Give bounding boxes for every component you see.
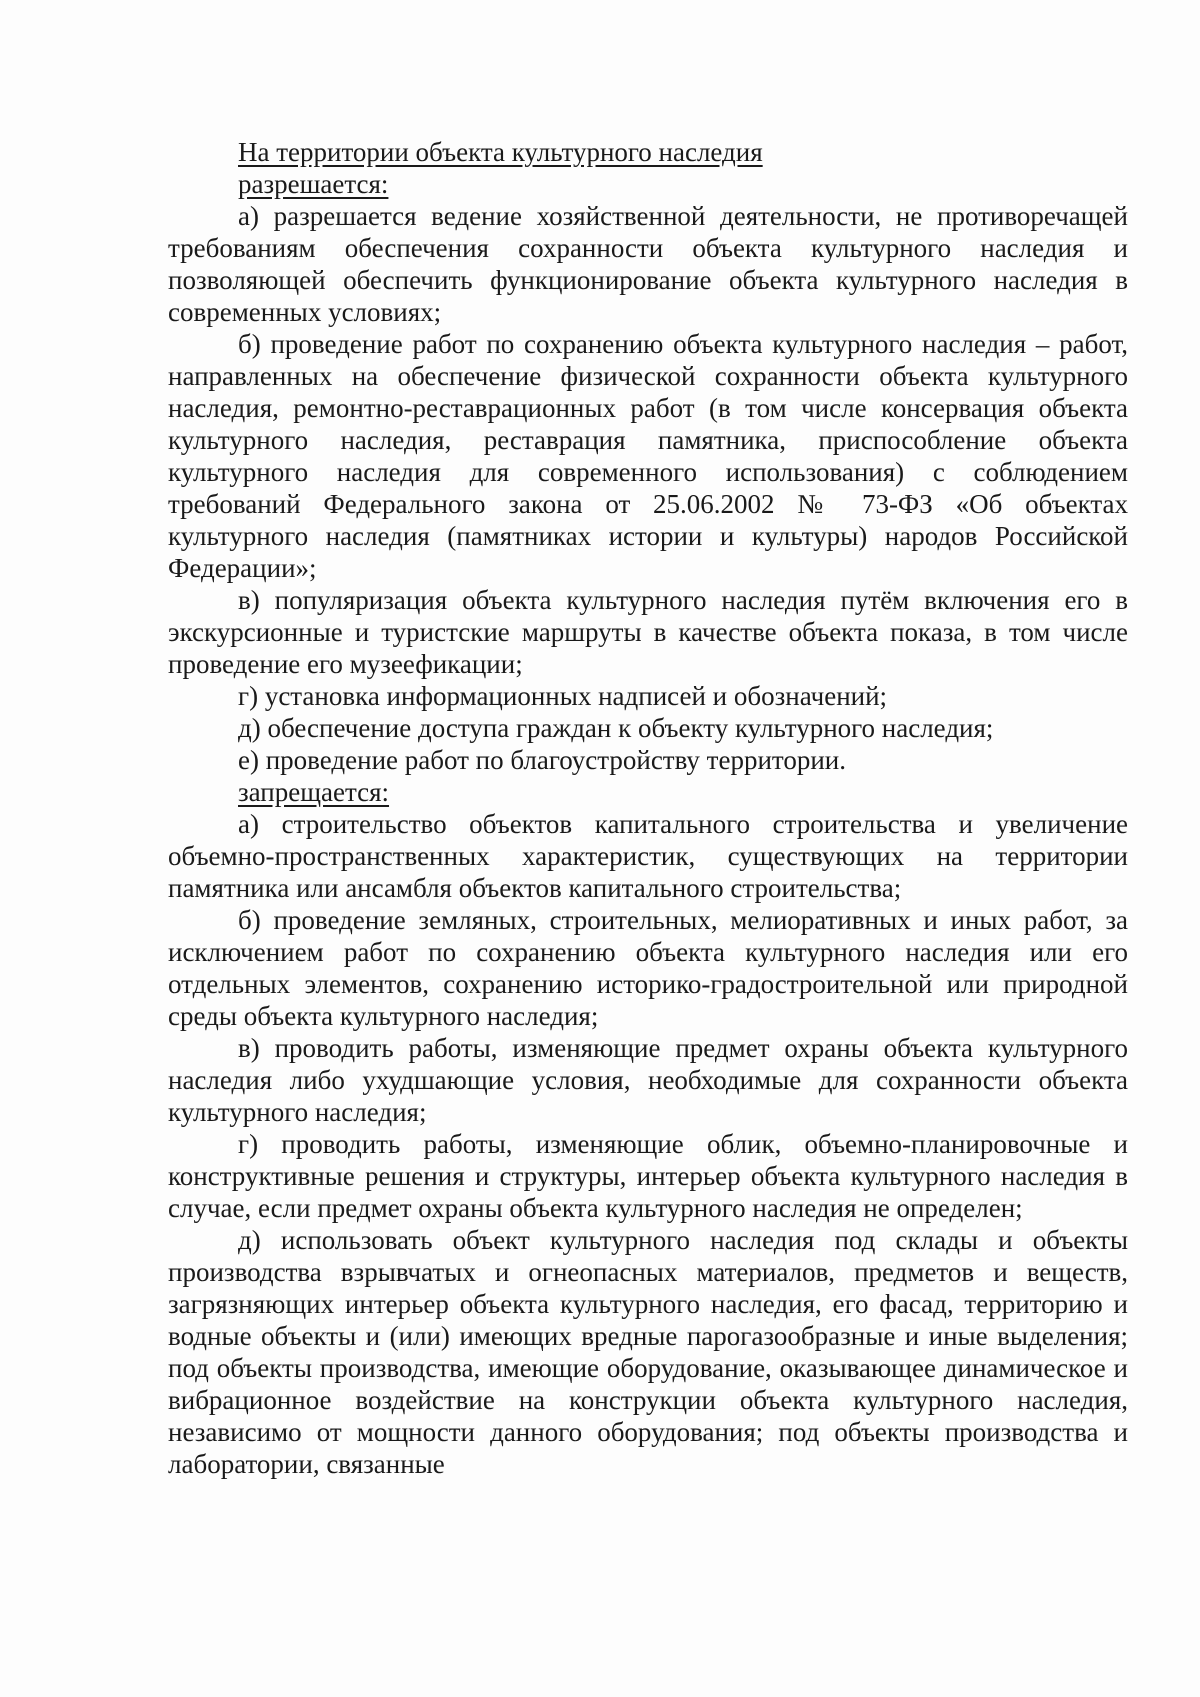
forbidden-item-v: в) проводить работы, изменяющие предмет охраны объекта культурного наследия либо ухудшающие условия, необходимые для сохранности объекта культурного наследия;: [168, 1033, 1128, 1127]
forbidden-item-g: г) проводить работы, изменяющие облик, объемно-планировочные и конструктивные решения и структуры, интерьер объекта культурного наследия в случае, если предмет охраны объекта культурного наследия не определен;: [168, 1129, 1128, 1223]
allowed-label: разрешается:: [238, 169, 389, 199]
territory-heading: На территории объекта культурного наследия: [238, 137, 763, 167]
allowed-item-e: е) проведение работ по благоустройству территории.: [238, 745, 847, 775]
document-body: [168, 136, 1128, 1480]
allowed-item-d: д) обеспечение доступа граждан к объекту культурного наследия;: [238, 713, 994, 743]
allowed-item-g: г) установка информационных надписей и обозначений;: [238, 681, 888, 711]
allowed-item-a: а) разрешается ведение хозяйственной деятельности, не противоречащей требованиям обеспечения сохранности объекта культурного наследия и позволяющей обеспечить функционирование объекта культурного наследия в современных условиях;: [168, 201, 1128, 327]
forbidden-label: запрещается:: [238, 777, 390, 807]
forbidden-item-a: а) строительство объектов капитального строительства и увеличение объемно-пространственных характеристик, существующих на территории памятника или ансамбля объектов капитального строительства;: [168, 809, 1128, 903]
forbidden-item-b: б) проведение земляных, строительных, мелиоративных и иных работ, за исключением работ по сохранению объекта культурного наследия или его отдельных элементов, сохранению историко-градостроительной или природной среды объекта культурного наследия;: [168, 905, 1128, 1031]
allowed-item-b: б) проведение работ по сохранению объекта культурного наследия – работ, направленных на обеспечение физической сохранности объекта культурного наследия, ремонтно-реставрационных работ (в том числе консервация объекта культурного наследия, реставрация памятника, приспособление объекта культурного наследия для современного использования) с соблюдением требований Федерального закона от 25.06.2002 № 73-ФЗ «Об объектах культурного наследия (памятниках истории и культуры) народов Российской Федерации»;: [168, 329, 1128, 583]
forbidden-item-d: д) использовать объект культурного наследия под склады и объекты производства взрывчатых и огнеопасных материалов, предметов и веществ, загрязняющих интерьер объекта культурного наследия, его фасад, территорию и водные объекты и (или) имеющих вредные парогазообразные и иные выделения; под объекты производства, имеющие оборудование, оказывающее динамическое и вибрационное воздействие на конструкции объекта культурного наследия, независимо от мощности данного оборудования; под объекты производства и лаборатории, связанные: [168, 1225, 1128, 1479]
allowed-item-v: в) популяризация объекта культурного наследия путём включения его в экскурсионные и туристские маршруты в качестве объекта показа, в том числе проведение его музеефикации;: [168, 585, 1128, 679]
